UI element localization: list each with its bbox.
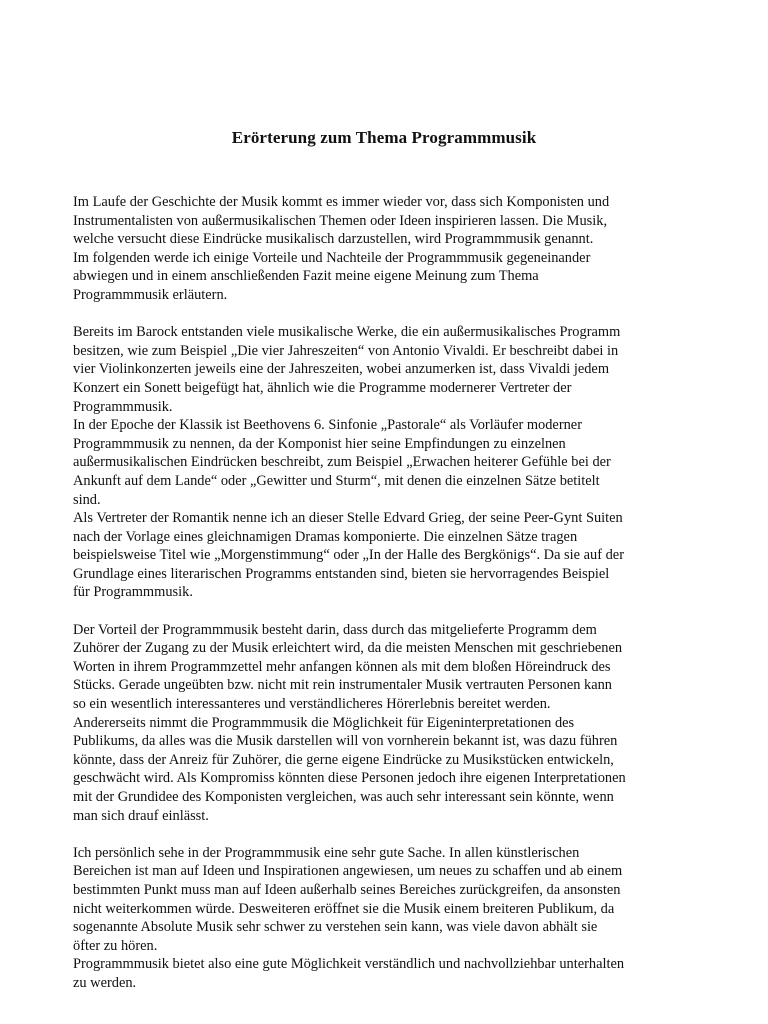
text-line: Worten in ihrem Programmzettel mehr anfangen können als mit dem bloßen Höreindruck des [73,658,611,675]
text-line: besitzen, wie zum Beispiel „Die vier Jahreszeiten“ von Antonio Vivaldi. Er beschreibt dabei in [73,342,619,359]
text-line: Stücks. Gerade ungeübten bzw. nicht mit rein instrumentaler Musik vertrauten Personen kann [73,677,612,694]
text-line: für Programmmusik. [73,584,193,601]
text-line: könnte, dass der Anreiz für Zuhörer, die gerne eigene Eindrücke zu Musikstücken entwickeln, [73,751,614,768]
text-line: so ein wesentlich interessanteres und verständlicheres Hörerlebnis bereitet werden. [73,696,551,713]
text-line: Instrumentalisten von außermusikalischen Themen oder Ideen inspirieren lassen. Die Musik, [73,212,608,229]
text-line: Als Vertreter der Romantik nenne ich an dieser Stelle Edvard Grieg, der seine Peer-Gynt Suiten [73,510,623,527]
text-line: bestimmten Punkt muss man auf Ideen außerhalb seines Bereiches zurückgreifen, da ansonsten [73,881,621,898]
text-line: man sich drauf einlässt. [73,807,209,824]
text-line: Bereits im Barock entstanden viele musikalische Werke, die ein außermusikalisches Programm [73,324,621,341]
paragraph [73,323,705,602]
text-line: Programmmusik. [73,398,173,415]
text-line: mit der Grundidee des Komponisten vergleichen, was auch sehr interessant sein könnte, wenn [73,789,614,805]
text-line: Programmmusik bietet also eine gute Möglichkeit verständlich und nachvollziehbar unterhalten [73,956,625,973]
text-line: zu werden. [73,974,137,991]
text-line: In der Epoche der Klassik ist Beethovens 6. Sinfonie „Pastorale“ als Vorläufer moderner [73,417,582,434]
document-body [73,193,705,1011]
text-line: Ankunft auf dem Lande“ oder „Gewitter und Sturm“, mit denen die einzelnen Sätze betitelt [73,472,600,489]
text-line: Konzert ein Sonett beigefügt hat, ähnlich wie die Programme modernerer Vertreter der [73,379,572,396]
paragraph [73,844,705,993]
text-line: beispielsweise Titel wie „Morgenstimmung“ oder „In der Halle des Bergkönigs“. Da sie auf der [73,547,624,564]
text-line: nicht weiterkommen würde. Desweiteren eröffnet sie die Musik einem breiteren Publikum, da [73,900,615,917]
text-line: Programmmusik erläutern. [73,286,228,303]
text-line: Der Vorteil der Programmmusik besteht darin, dass durch das mitgelieferte Programm dem [73,621,597,638]
text-line: nach der Vorlage eines gleichnamigen Dramas komponierte. Die einzelnen Sätze tragen [73,528,578,545]
paragraph [73,193,705,305]
text-line: geschwächt wird. Als Kompromiss könnten diese Personen jedoch ihre eigenen Interpretationen [73,770,626,787]
text-line: Zuhörer der Zugang zu der Musik erleichtert wird, da die meisten Menschen mit geschriebenen [73,640,623,657]
text-line: vier Violinkonzerten jeweils eine der Jahreszeiten, wobei anzumerken ist, dass Vivaldi jedem [73,361,610,378]
text-line: öfter zu hören. [73,937,158,954]
text-line: Im folgenden werde ich einige Vorteile und Nachteile der Programmmusik gegeneinander [73,249,591,266]
paragraph [73,621,705,826]
text-line: Andererseits nimmt die Programmmusik die Möglichkeit für Eigeninterpretationen des [73,714,575,731]
text-line: Ich persönlich sehe in der Programmmusik eine sehr gute Sache. In allen künstlerischen [73,844,580,861]
document-title: Erörterung zum Thema Programmmusik [231,128,537,147]
text-line: Grundlage eines literarischen Programms entstanden sind, bieten sie hervorragendes Beispiel [73,565,610,582]
text-line: welche versucht diese Eindrücke musikalisch darzustellen, wird Programmmusik genannt. [73,231,594,248]
text-line: sogenannte Absolute Musik sehr schwer zu verstehen sein kann, was viele davon abhält sie [73,919,598,936]
text-line: Bereichen ist man auf Ideen und Inspirationen angewiesen, um neues zu schaffen und ab einem [73,863,623,880]
text-line: sind. [73,491,101,508]
text-line: Publikums, da alles was die Musik darstellen will von vornherein bekannt ist, was dazu führen [73,733,618,750]
text-line: außermusikalischen Eindrücken beschreibt, zum Beispiel „Erwachen heiterer Gefühle bei der [73,454,611,471]
text-line: abwiegen und in einem anschließenden Fazit meine eigene Meinung zum Thema [73,268,539,285]
text-line: Programmmusik zu nennen, da der Komponist hier seine Empfindungen zu einzelnen [73,435,566,452]
text-line: Im Laufe der Geschichte der Musik kommt es immer wieder vor, dass sich Komponisten und [73,194,610,210]
